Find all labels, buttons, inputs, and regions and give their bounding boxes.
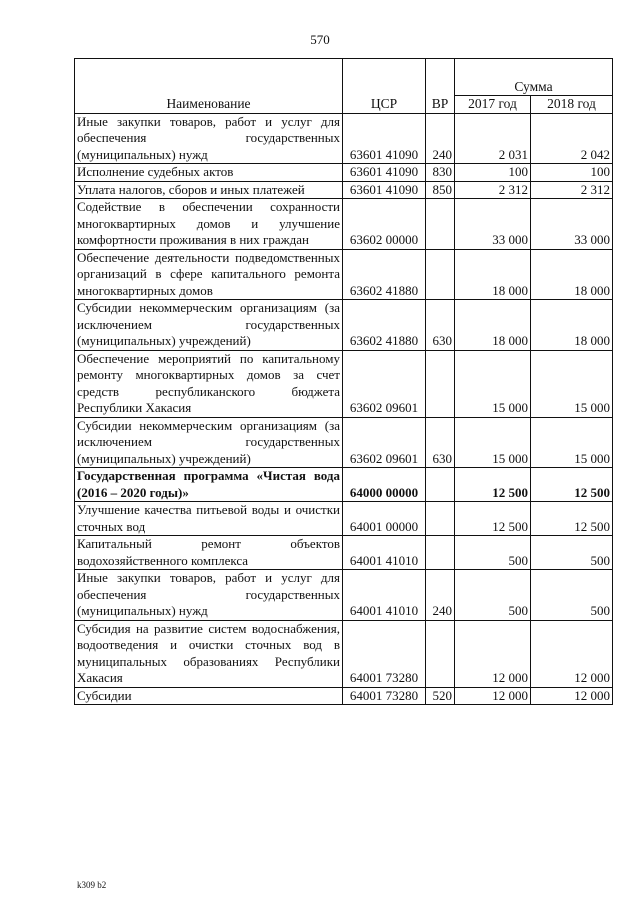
budget-table [74,58,613,705]
row-csr-code: 63601 41090 [343,113,426,164]
row-name: Субсидия на развитие систем водоснабжения, водоотведения и очистки сточных вод в муниципальных образованиях Республики Хакасия [75,620,343,687]
table-row [75,620,613,687]
row-name: Содействие в обеспечении сохранности многоквартирных домов и улучшение комфортности проживания в них граждан [75,199,343,250]
row-csr-code: 64000 00000 [343,468,426,502]
row-amount-2018: 2 312 [531,181,613,199]
row-amount-2017: 33 000 [455,199,531,250]
row-amount-2017: 18 000 [455,300,531,351]
row-vr-code [426,502,455,536]
row-csr-code: 63602 41880 [343,249,426,300]
row-amount-2017: 12 500 [455,468,531,502]
header-year-2018: 2018 год [531,96,613,114]
table-row [75,300,613,351]
row-vr-code: 830 [426,164,455,182]
table-row [75,350,613,417]
row-vr-code: 630 [426,300,455,351]
header-sum: Сумма [455,59,613,96]
row-name: Государственная программа «Чистая вода (2016 – 2020 годы)» [75,468,343,502]
header-year-2017: 2017 год [455,96,531,114]
row-name: Иные закупки товаров, работ и услуг для обеспечения государственных (муниципальных) нужд [75,113,343,164]
header-name: Наименование [75,59,343,114]
row-amount-2018: 18 000 [531,249,613,300]
row-csr-code: 63602 09601 [343,350,426,417]
table-row [75,199,613,250]
row-amount-2018: 33 000 [531,199,613,250]
row-name: Исполнение судебных актов [75,164,343,182]
table-row [75,181,613,199]
row-name: Иные закупки товаров, работ и услуг для обеспечения государственных (муниципальных) нужд [75,570,343,621]
row-name: Обеспечение деятельности подведомственных организаций в сфере капитального ремонта многоквартирных домов [75,249,343,300]
row-amount-2017: 15 000 [455,417,531,468]
table-row [75,113,613,164]
table-row [75,249,613,300]
row-vr-code: 520 [426,687,455,705]
row-csr-code: 64001 41010 [343,570,426,621]
row-name: Субсидии [75,687,343,705]
row-csr-code: 63602 00000 [343,199,426,250]
row-csr-code: 64001 41010 [343,536,426,570]
row-vr-code: 240 [426,570,455,621]
table-row [75,417,613,468]
row-csr-code: 64001 73280 [343,620,426,687]
row-amount-2017: 12 000 [455,620,531,687]
row-amount-2018: 12 500 [531,468,613,502]
row-csr-code: 63602 41880 [343,300,426,351]
row-csr-code: 64001 73280 [343,687,426,705]
row-name: Обеспечение мероприятий по капитальному ремонту многоквартирных домов за счет средств республиканского бюджета Республики Хакасия [75,350,343,417]
row-amount-2018: 500 [531,570,613,621]
header-csr: ЦСР [343,59,426,114]
row-csr-code: 63601 41090 [343,164,426,182]
table-row [75,502,613,536]
row-amount-2018: 500 [531,536,613,570]
row-amount-2018: 12 500 [531,502,613,536]
row-amount-2018: 2 042 [531,113,613,164]
row-amount-2017: 500 [455,536,531,570]
row-vr-code [426,620,455,687]
page-number: 570 [310,32,330,47]
footer-code: k309 b2 [77,880,107,890]
row-name: Уплата налогов, сборов и иных платежей [75,181,343,199]
row-amount-2017: 100 [455,164,531,182]
table-row [75,687,613,705]
row-vr-code: 240 [426,113,455,164]
row-amount-2018: 18 000 [531,300,613,351]
table-row [75,570,613,621]
row-amount-2017: 12 500 [455,502,531,536]
row-amount-2017: 18 000 [455,249,531,300]
row-name: Капитальный ремонт объектов водохозяйственного комплекса [75,536,343,570]
header-vr: ВР [426,59,455,114]
row-vr-code [426,468,455,502]
row-vr-code [426,536,455,570]
row-name: Улучшение качества питьевой воды и очистки сточных вод [75,502,343,536]
row-amount-2017: 500 [455,570,531,621]
table-row [75,536,613,570]
table-row [75,468,613,502]
row-csr-code: 63601 41090 [343,181,426,199]
row-amount-2017: 12 000 [455,687,531,705]
row-amount-2018: 15 000 [531,417,613,468]
table-row [75,164,613,182]
row-name: Субсидии некоммерческим организациям (за исключением государственных (муниципальных) учреждений) [75,300,343,351]
row-vr-code [426,350,455,417]
row-csr-code: 64001 00000 [343,502,426,536]
row-amount-2018: 100 [531,164,613,182]
row-csr-code: 63602 09601 [343,417,426,468]
row-vr-code: 850 [426,181,455,199]
row-amount-2017: 15 000 [455,350,531,417]
row-amount-2018: 12 000 [531,687,613,705]
row-amount-2018: 15 000 [531,350,613,417]
row-vr-code: 630 [426,417,455,468]
row-amount-2017: 2 031 [455,113,531,164]
row-name: Субсидии некоммерческим организациям (за исключением государственных (муниципальных) учреждений) [75,417,343,468]
row-vr-code [426,249,455,300]
row-vr-code [426,199,455,250]
row-amount-2018: 12 000 [531,620,613,687]
row-amount-2017: 2 312 [455,181,531,199]
